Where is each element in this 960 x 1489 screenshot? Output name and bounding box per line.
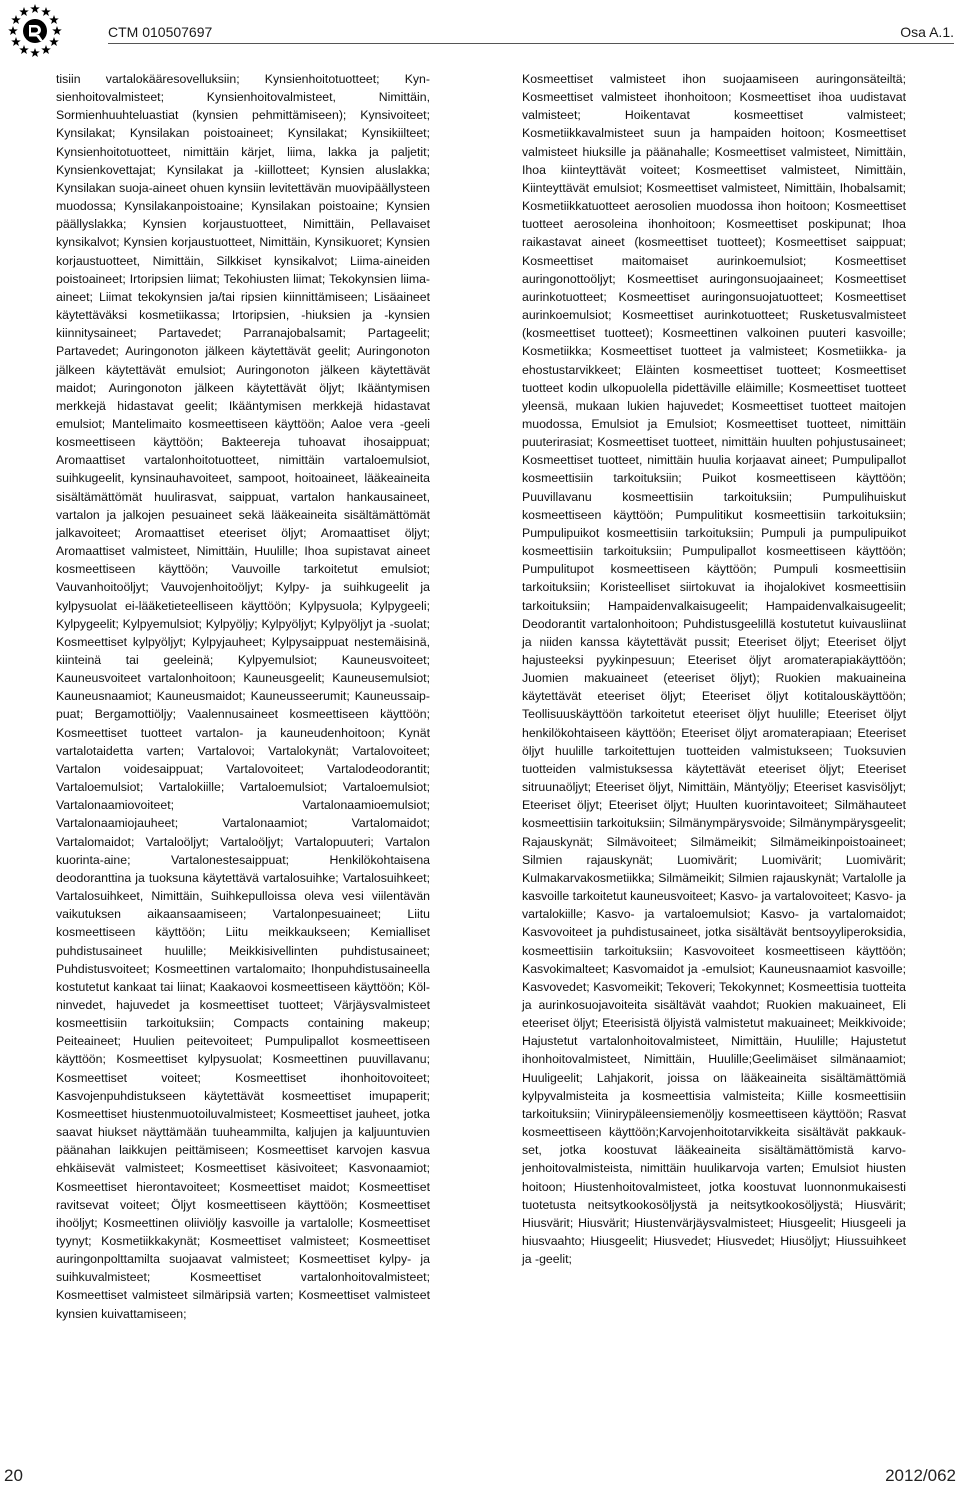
header-divider [108,43,954,44]
annex-label: Osa A.1. [900,24,954,40]
eu-stars-emblem-icon [4,3,66,61]
document-number: CTM 010507697 [108,24,213,40]
left-column-text: tisiin vartalokääresovelluksiin; Kynsienhoitotuotteet; Kynsienhoitovalmisteet; Kynsienhoitovalmisteet, Nimittäin, Sormienhuuhteluastiat (kynsien pehmittämiseen); Kynsivoiteet; Kynsilakat; Kynsilakan poistoaineet; Kynsilakat; Kynsikiilteet; Kynsienhoitotuotteet, nimittäin kärjet, liima, lakka ja paljetit; Kynsienkovettajat; Kynsilakat ja -kiillotteet; Kynsien aluslakka; Kynsilakan suoja-aineet ohuen kynsiin levitettävän muovipäällysteen muodossa; Kynsilakanpoistoaine; Kynsilakan poistoaine; Kynsien päällyslakka; Kynsien korjaustuotteet, Nimittäin, Pellavaiset kynsikalvot; Kynsien korjaustuotteet, Nimittäin, Kynsikuoret; Kynsien korjaustuotteet, Nimittäin, Silkkiset kynsikalvot; Liima-aineiden poistoaineet; Irtoripsien liimat; Tekohiusten liimat; Tekokynsien liima-aineet; Liimat tekokynsien ja/tai ripsien kiinnittämiseen; Lisäaineet käytettäväksi kosmetiikassa; Irtoripsien, -hiuksien ja -kynsien kiinnitysaineet; Partavedet; Parranajobalsamit; Partageelit; Partavedet; Auringonoton jälkeen käytettävät geelit; Auringonoton jälkeen käytettävät emulsiot; Auringonoton jälkeen käytettävät maidot; Auringonoton jälkeen käytettävät öljyt; Ikääntymisen merkkejä hidastavat geelit; Ikääntymisen merkkejä hidastavat emulsiot; Mantelimaito kosmeettiseen käyttöön; Aaloe vera -geeli kosmeettiseen käyttöön; Bakteereja tuhoavat ihosaippuat; Aromaattiset vartalonhoitotuotteet, nimittäin vartaloemulsiot, suihkugeelit, kynsinauhavoiteet, sampoot, hoitoaineet, lääkeaineita sisältämättömät huulirasvat, saippuat, vartalon hankausaineet, vartalon ja jalkojen pesuaineet sekä lääkeaineita sisältämättömät jalkavoiteet; Aromaattiset eteeriset öljyt; Aromaattiset öljyt; Aromaattiset valmisteet, Nimittäin, Huulille; Ihoa supistavat aineet kosmeettiseen käyttöön; Vauvoille tarkoitetut emulsiot; Vauvanhoitoöljyt; Vauvojenhoitoöljyt; Kylpy- ja suihkugeelit ja kylpysuolat ei-lääketieteelliseen käyttöön; Kylpysuola; Kylpygeeli; Kylpygeelit; Kylpyemulsiot; Kylpyöljy; Kylpyöljyt; Kylpyöljyt ja -suolat; Kosmeettiset kylpyöljyt; Kylpyjauheet; Kylpysaippuat nestemäisinä, kiinteinä tai geeleinä; Kylpyemulsiot; Kauneusvoiteet; Kauneusvoiteet vartalonhoitoon; Kauneusgeelit; Kauneusemulsiot; Kauneusnaamiot; Kauneusmaidot; Kauneusseerumit; Kauneussaippuat; Bergamottiöljy; Vaalennusaineet kosmeettiseen käyttöön; Kosmeettiset tuotteet vartalon- ja kauneudenhoitoon; Kynät vartalotaidetta varten; Vartalovoi; Vartalokynät; Vartalovoiteet; Vartalon voidesaippuat; Vartalovoiteet; Vartalodeodorantit; Vartaloemulsiot; Vartalokiille; Vartaloemulsiot; Vartaloemulsiot; Vartalonaamiovoiteet; Vartalonaamioemulsiot; Vartalonaamiojauheet; Vartalonaamiot; Vartalomaidot; Vartalomaidot; Vartaloöljyt; Vartaloöljyt; Vartalopuuteri; Vartalon kuorinta-aine; Vartalonestesaippuat; Henkilökohtaisena deodoranttina ja tuoksuna käytettävä vartalosuihke; Vartalosuihkeet; Vartalosuihkeet, Nimittäin, Suihkepulloissa oleva vesi viilentävän vaikutuksen aikaansaamiseen; Vartalonpesuaineet; Liitu kosmeettiseen käyttöön; Liitu meikkaukseen; Kemialliset puhdistusaineet huulille; Meikkisivellinten puhdistusaineet; Puhdistusvoiteet; Kosmeettinen vartalomaito; Ihonpuhdistusaineella kostutetut kankaat tai liinat; Kaakaovoi kosmeettiseen käyttöön; Kölninvedet, hajuvedet ja kosmeettiset tuotteet; Värjäysvalmisteet kosmeettisiin tarkoituksiin; Compacts containing makeup; Peiteaineet; Huulien peitevoiteet; Pumpulipallot kosmeettiseen käyttöön; Kosmeettiset kylpysuolat; Kosmeettinen puuvillavanu; Kosmeettiset voiteet; Kosmeettiset ihonhoitovoiteet; Kasvojenpuhdistukseen käytettävät kosmeettiset imupaperit; Kosmeettiset hiustenmuotoiluvalmisteet; Kosmeettiset jauheet, jotka saavat hiukset näyttämään tuuheammilta, kaljujen ja kaljuuntuvien päänahan laikkujen peittämiseen; Kosmeettiset karvojen kasvua ehkäisevät valmisteet; Kosmeettiset käsivoiteet; Kasvonaamiot; Kosmeettiset hierontavoiteet; Kosmeettiset maidot; Kosmeettiset ravitsevat voiteet; Öljyt kosmeettiseen käyttöön; Kosmeettiset ihoöljyt; Kosmeettinen oliiviöljy kasvoille ja vartalolle; Kosmeettiset tyynyt; Kosmetiikkakynät; Kosmeettiset valmisteet; Kosmeettiset auringonpolttamilta suojaavat valmisteet; Kosmeettiset kylpy- ja suihkuvalmisteet; Kosmeettiset vartalonhoitovalmisteet; Kosmeettiset valmisteet silmäripsiä varten; Kosmeettiset valmisteet kynsien kuivattamiseen; [56,72,430,1321]
right-column-text: Kosmeettiset valmisteet ihon suojaamiseen auringonsäteiltä; Kosmeettiset valmisteet ihonhoitoon; Kosmeettiset ihoa uudistavat valmisteet; Hoikentavat kosmeettiset valmisteet; Kosmetiikkavalmisteet suun ja hampaiden hoitoon; Kosmeettiset valmisteet hiuksille ja päänahalle; Kosmeettiset valmisteet, Nimittäin, Ihoa kiinteyttävät voiteet; Kosmeettiset valmisteet, Nimittäin, Kiinteyttävät emulsiot; Kosmeettiset valmisteet, Nimittäin, Ihobalsamit; Kosmetiikkatuotteet aerosolien muodossa ihon hoitoon; Kosmeettiset tuotteet aerosoleina ihonhoitoon; Kosmeettiset poskipunat; Ihoa raikastavat aineet (kosmeettiset tuotteet); Kosmeettiset saippuat; Kosmeettiset maitomaiset aurinkoemulsiot; Kosmeettiset auringonottoöljyt; Kosmeettiset auringonsuojaaineet; Kosmeettiset aurinkotuotteet; Kosmeettiset auringonsuojatuotteet; Kosmeettiset aurinkoemulsiot; Kosmeettiset aurinkotuotteet; Rusketusvalmisteet (kosmeettiset tuotteet); Kosmeettinen valkoinen puuteri kasvoille; Kosmetiikka; Kosmeettiset tuotteet ja valmisteet; Kosmetiikka- ja ehostustarvikkeet; Eläinten kosmeettiset tuotteet; Kosmeettiset tuotteet kodin ulkopuolella pidettäville eläimille; Kosmeettiset tuotteet yleensä, mukaan lukien hajuvedet; Kosmeettiset tuotteet maitojen muodossa, Emulsiot ja Emulsiot; Kosmeettiset tuotteet, nimittäin puuterirasiat; Kosmeettiset tuotteet, nimittäin huulten pohjustusaineet; Kosmeettiset tuotteet, nimittäin huulia korjaavat aineet; Pumpulipallot kosmeettisiin tarkoituksiin; Puikot kosmeettiseen käyttöön; Puuvillavanu kosmeettisiin tarkoituksiin; Pumpulihuiskut kosmeettiseen käyttöön; Pumpulitikut kosmeettisiin tarkoituksiin; Pumpulipuikot kosmeettisiin tarkoituksiin; Pumpuli ja pumpulipuikot kosmeettisiin tarkoituksiin; Pumpulipallot kosmeettiseen käyttöön; Pumpulitupot kosmeettiseen käyttöön; Pumpuli kosmeettisiin tarkoituksiin; Koristeelliset siirtokuvat ia ihojalokivet kosmeettisiin tarkoituksiin; Hampaidenvalkaisugeelit; Hampaidenvalkaisugeelit; Deodorantit vartalonhoitoon; Puhdistusgeelillä kostutetut kuivausliinat ja niiden kanssa käytettävät pussit; Eteeriset öljyt; Eteeriset öljyt hajusteeksi pyykinpesuun; Eteeriset öljyt aromaterapiakäyttöön; Juomien makuaineet (eteeriset öljyt); Ruokien makuaineina käytettävät eteeriset öljyt; Eteeriset öljyt kotitalouskäyttöön; Teollisuuskäyttöön tarkoitetut eteeriset öljyt huulille; Eteeriset öljyt henkilökohtaiseen käyttöön; Eteeriset öljyt aromaterapiaan; Eteeriset öljyt huulille tarkoitettujen tuotteiden valmistukseen; Tuoksuvien tuotteiden valmistuksessa käytettävät eteeriset öljyt; Eteeriset sitruunaöljyt; Eteeriset öljyt, Nimittäin, Mäntyöljy; Eteeriset kasvisöljyt; Eteeriset öljyt; Eteeriset öljyt; Huulten kuorintavoiteet; Silmähauteet kosmeettisiin tarkoituksiin; Silmänympärysvoide; Silmänympärysgeelit; Rajauskynät; Silmävoiteet; Silmämeikit; Silmämeikinpoistoaineet; Silmien rajauskynät; Luomivärit; Luomivärit; Luomivärit; Kulmakarvakosmetiikka; Silmämeikit; Silmien rajauskynät; Vartalolle ja kasvoille tarkoitetut kauneusvoiteet; Kasvo- ja vartalovoiteet; Kasvo- ja vartalokiille; Kasvo- ja vartaloemulsiot; Kasvo- ja vartalomaidot; Kasvovoiteet ja puhdistusaineet, jotka sisältävät bentsoyyliperoksidia, kosmeettisiin tarkoituksiin; Kasvovoiteet kosmeettiseen käyttöön; Kasvokimalteet; Kasvomaidot ja -emulsiot; Kauneusnaamiot kasvoille; Kasvovedet; Kasvomeikit; Tekoveri; Tekokynnet; Kosmeettisia tuotteita ja aurinkosuojavoiteita sisältävät vaahdot; Ruokien makuaineet, Eli eteeriset öljyt; Eteerisistä öljyistä valmistetut makuaineet; Meikkivoide; Hajustetut vartalonhoitovalmisteet, Nimittäin, Huulille; Hajustetut ihonhoitovalmisteet, Nimittäin, Huulille;Geelimäiset silmänaamiot; Huuligeelit; Lahjakorit, joissa on lääkeaineita sisältämättömiä kylpyvalmisteita ja kosmeettisia valmisteita; Kiille kosmeettisiin tarkoituksiin; Viinirypäleensiemenöljy kosmeettiseen käyttöön; Rasvat kosmeettiseen käyttöön;Karvojenhoitotarvikkeita sisältävät pakkaukset, jotka koostuvat lääkeaineita sisältämättömistä karvojenhoitovalmisteista, nimittäin huulikarvoja varten; Emulsiot hiusten hoitoon; Hiustenhoitovalmisteet, jotka koostuvat luonnonmukaisesti tuotetusta neitsytkookosöljystä ja neitsytkookosöljystä; Hiusvärit; Hiusvärit; Hiusvärit; Hiustenvärjäysvalmisteet; Hiusgeelit; Hiusgeeli ja hiusvaahto; Hiusgeelit; Hiusvedet; Hiusvedet; Hiusöljyt; Hiussuihkeet ja -geelit; [522,72,906,1267]
journal-issue: 2012/062 [885,1466,956,1485]
page-number: 20 [4,1466,23,1485]
